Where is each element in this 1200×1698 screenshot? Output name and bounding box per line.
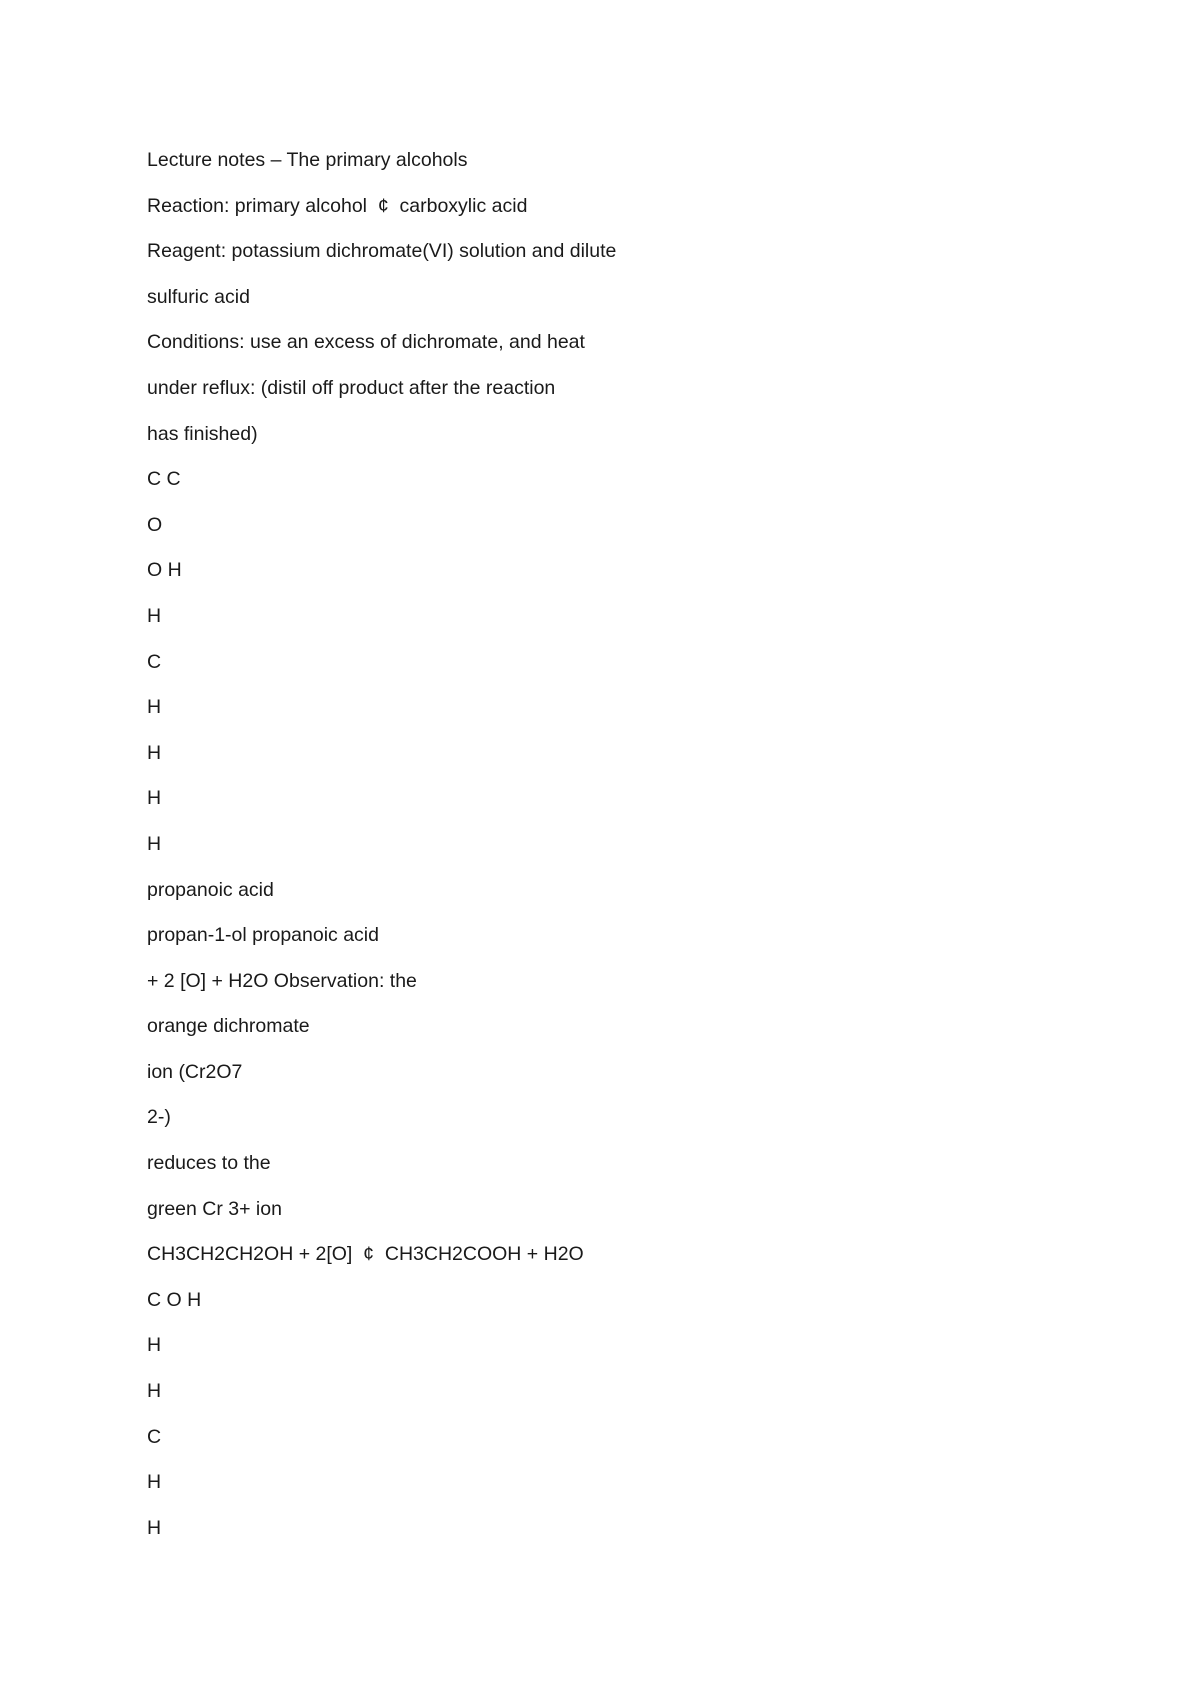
text-line: Reagent: potassium dichromate(VI) solution and dilute: [147, 240, 617, 263]
text-line: propanoic acid: [147, 878, 274, 901]
text-line: H: [147, 832, 162, 855]
text-line: H: [147, 741, 162, 764]
text-line: C O H: [147, 1288, 202, 1311]
text-line: C: [147, 1425, 162, 1448]
text-line: O H: [147, 559, 182, 582]
text-line: + 2 [O] + H2O Observation: the: [147, 969, 417, 992]
text-line: O: [147, 513, 163, 536]
text-line: H: [147, 1516, 162, 1539]
text-line: H: [147, 604, 162, 627]
text-line: green Cr 3+ ion: [147, 1197, 282, 1220]
text-line: H: [147, 787, 162, 810]
text-line: has finished): [147, 422, 258, 445]
text-line: 2-): [147, 1106, 171, 1129]
text-line: orange dichromate: [147, 1015, 310, 1038]
document-body: [147, 145, 616, 1558]
text-line: C C: [147, 468, 181, 491]
text-line: H: [147, 1380, 162, 1403]
text-line: CH3CH2CH2OH + 2[O] ¢ CH3CH2COOH + H2O: [147, 1243, 584, 1266]
text-line: Reaction: primary alcohol ¢ carboxylic acid: [147, 194, 528, 217]
text-line: H: [147, 1471, 162, 1494]
text-line: sulfuric acid: [147, 285, 250, 308]
text-line: reduces to the: [147, 1152, 271, 1175]
text-line: H: [147, 696, 162, 719]
text-line: propan-1-ol propanoic acid: [147, 924, 379, 947]
document-title: Lecture notes – The primary alcohols: [147, 149, 468, 171]
text-line: C: [147, 650, 162, 673]
text-line: Conditions: use an excess of dichromate, and heat: [147, 331, 585, 354]
text-line: H: [147, 1334, 162, 1357]
text-line: under reflux: (distil off product after the reaction: [147, 376, 556, 399]
text-line: ion (Cr2O7: [147, 1060, 243, 1083]
